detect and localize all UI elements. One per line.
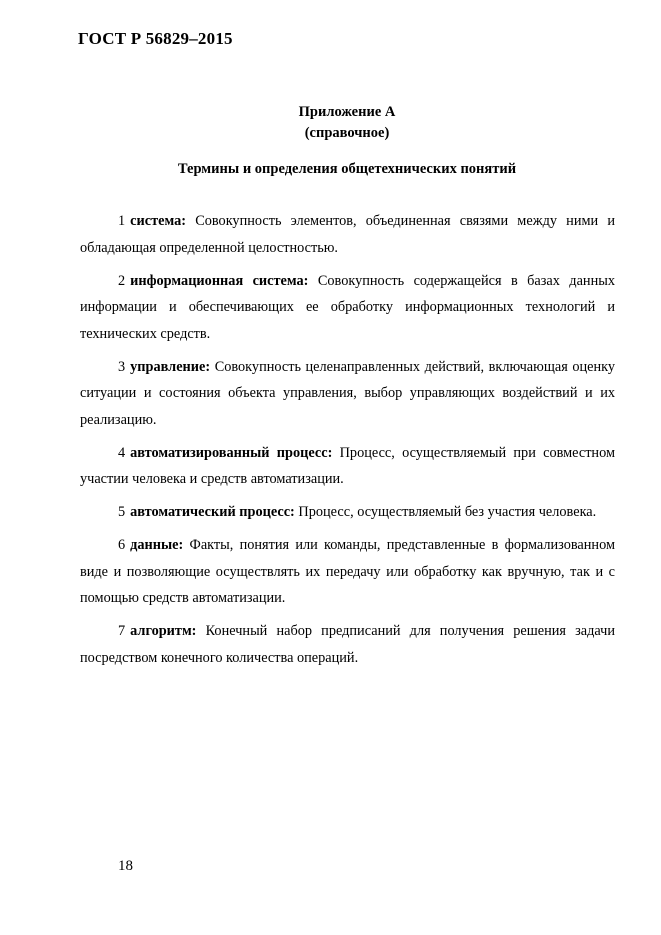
term-number: 4 xyxy=(118,444,126,461)
term-number: 2 xyxy=(118,272,126,289)
term-name: данные: xyxy=(130,537,184,553)
term-number: 6 xyxy=(118,537,126,553)
terms-list xyxy=(80,208,615,678)
term-item xyxy=(80,440,615,493)
term-definition: Совокупность целенаправленных действий, включающая оценку ситуации и состояния объекта управления, выбор управляющих воздействий и их реализацию. xyxy=(80,358,616,428)
term-number: 3 xyxy=(118,358,126,375)
term-definition: Совокупность содержащейся в базах данных информации и обеспечивающих ее обработку информационных технологий и технических средств. xyxy=(80,272,615,342)
term-name: автоматический процесс: xyxy=(130,504,295,520)
term-item xyxy=(80,354,615,434)
term-number: 1 xyxy=(118,213,126,229)
term-name: алгоритм: xyxy=(130,623,197,639)
term-definition: Процесс, осуществляемый без участия человека. xyxy=(298,504,597,520)
term-name: система: xyxy=(130,213,187,229)
term-definition: Процесс, осуществляемый при совместном участии человека и средств автоматизации. xyxy=(80,444,616,487)
term-item xyxy=(80,208,615,261)
appendix-title: Приложение А xyxy=(298,104,396,120)
term-item xyxy=(80,618,615,671)
term-definition: Конечный набор предписаний для получения решения задачи посредством конечного количества операций. xyxy=(80,623,616,666)
term-name: управление: xyxy=(130,358,211,375)
document-code: ГОСТ Р 56829–2015 xyxy=(78,29,233,48)
term-item xyxy=(80,532,615,612)
section-title: Термины и определения общетехнических понятий xyxy=(177,161,517,177)
term-item xyxy=(80,268,615,348)
term-name: автоматизированный процесс: xyxy=(130,444,333,461)
term-number: 5 xyxy=(118,504,126,520)
term-definition: Совокупность элементов, объединенная связями между ними и обладающая определенной целостностью. xyxy=(80,213,615,256)
term-number: 7 xyxy=(118,623,126,639)
page-number: 18 xyxy=(118,858,133,874)
term-item xyxy=(80,499,615,526)
term-name: информационная система: xyxy=(130,272,309,289)
term-definition: Факты, понятия или команды, представленные в формализованном виде и позволяющие осуществлять их передачу или обработку как вручную, так и с помощью средств автоматизации. xyxy=(80,537,616,606)
appendix-subtitle: (справочное) xyxy=(304,125,390,141)
appendix-heading xyxy=(0,102,661,144)
